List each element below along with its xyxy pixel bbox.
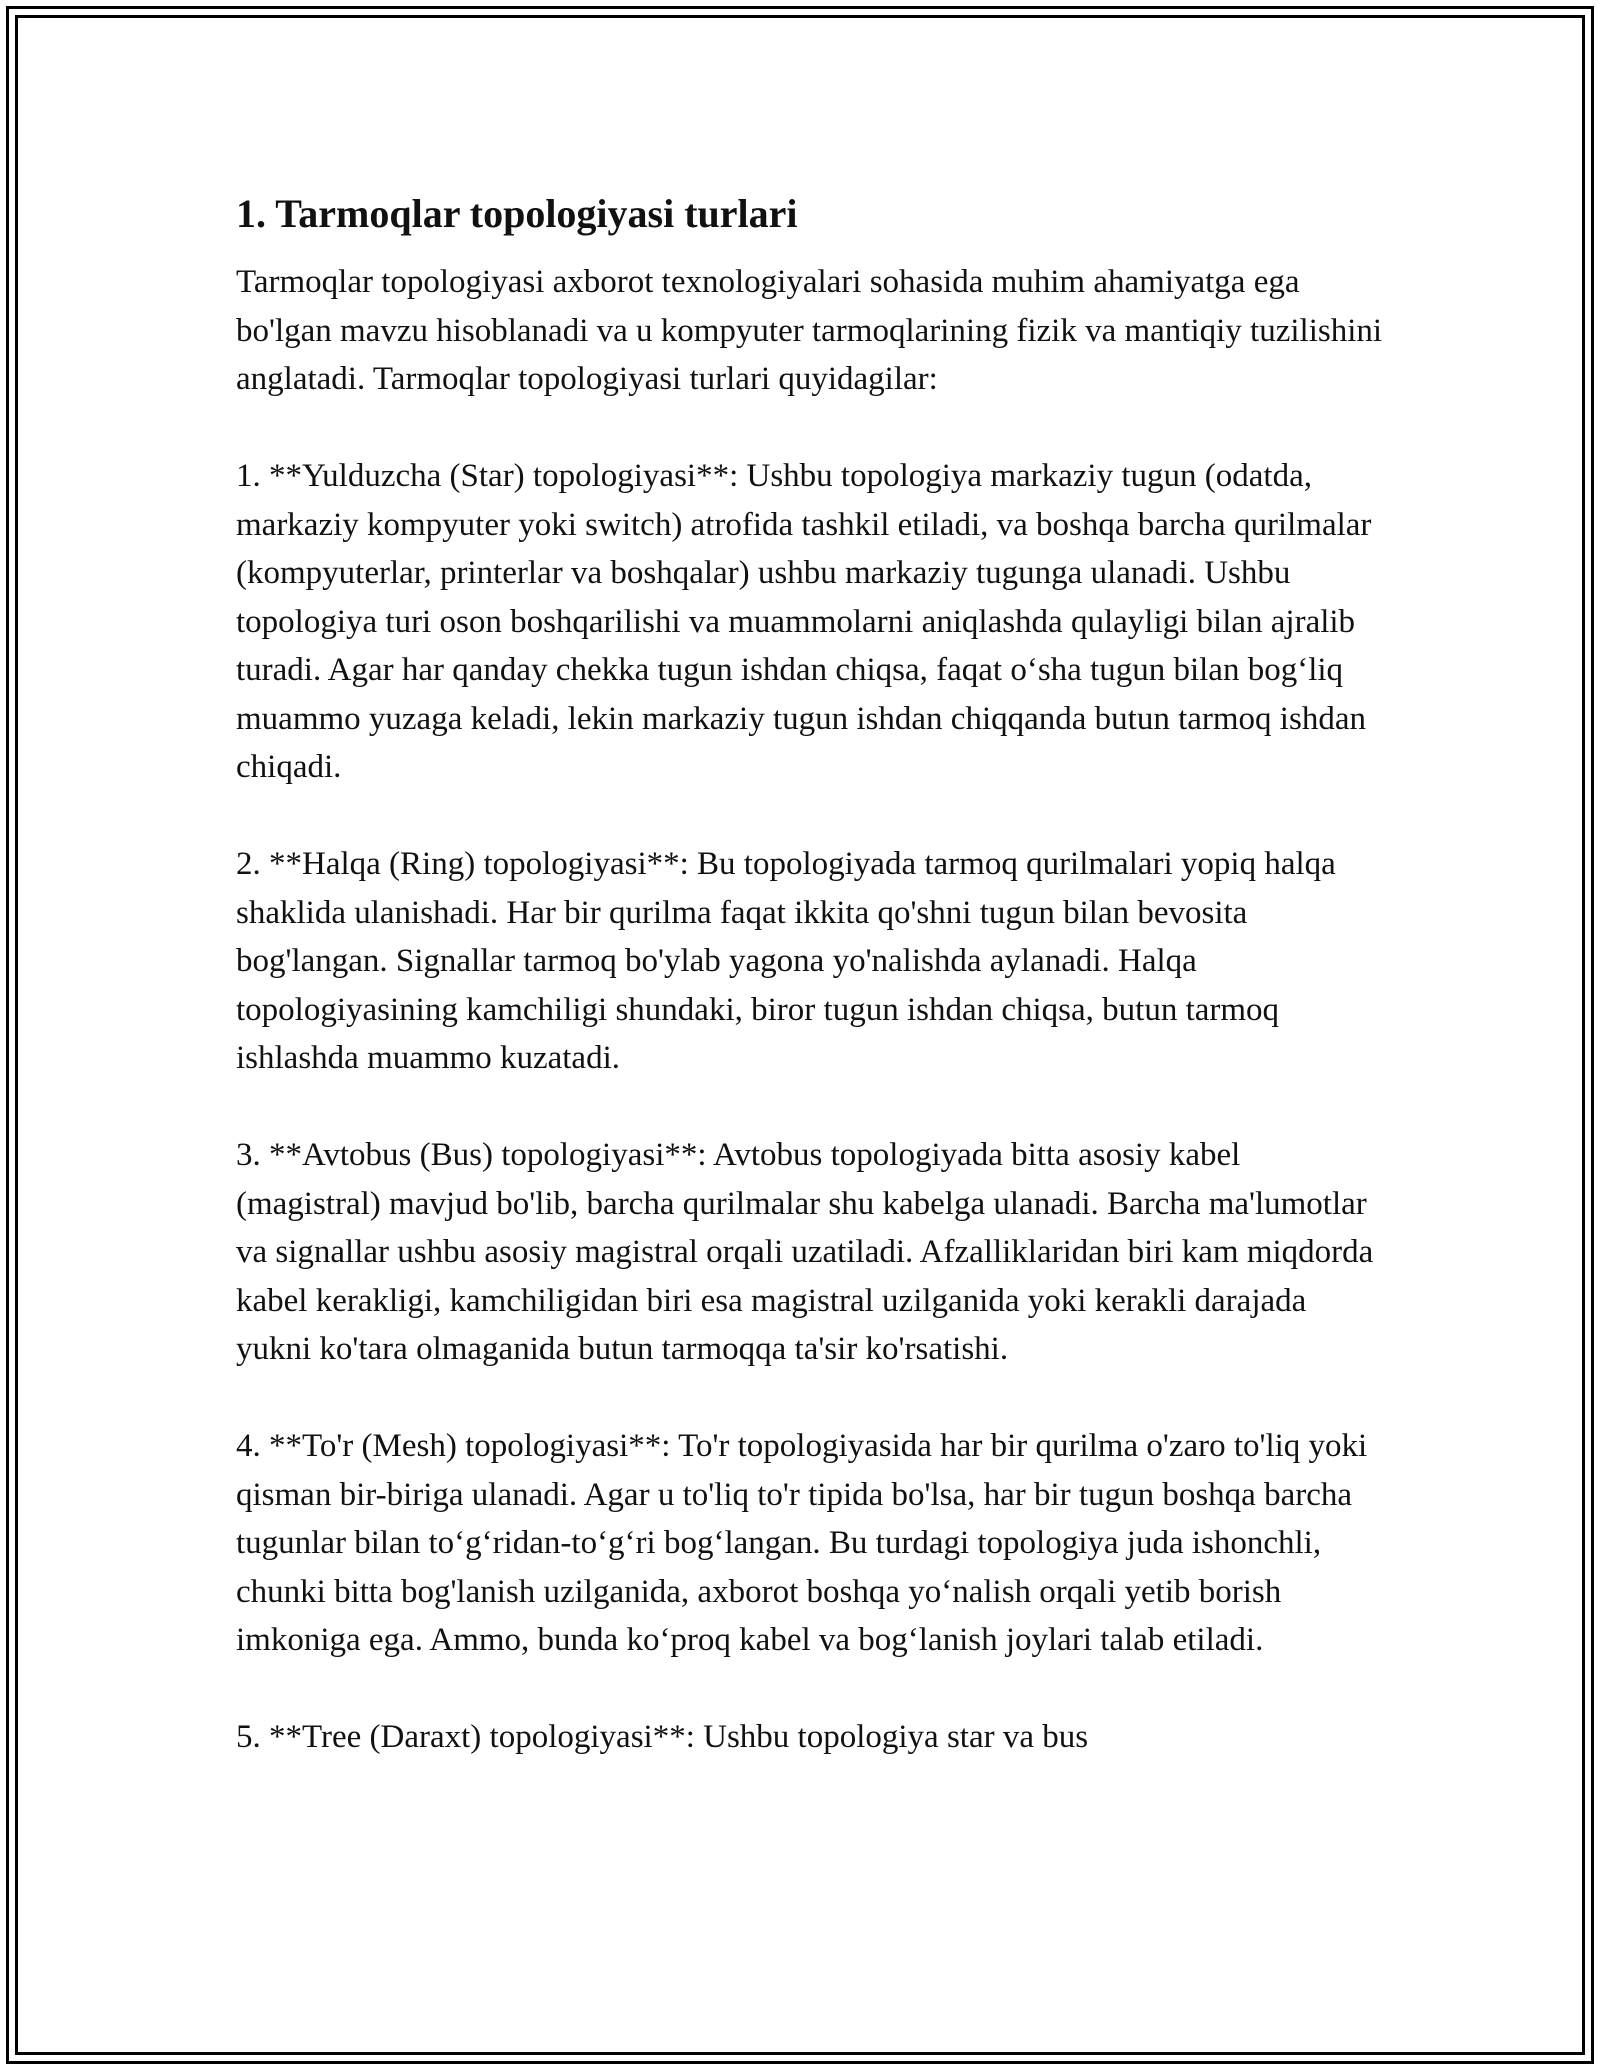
ring-topology-paragraph: 2. **Halqa (Ring) topologiyasi**: Bu topologiyada tarmoq qurilmalari yopiq halqa shaklida ulanishadi. Har bir qurilma faqat ikkita qo'shni tugun bilan bevosita bog'langan. Signallar tarmoq bo'ylab yagona yo'nalishda aylanadi. Halqa topologiyasining kamchiligi shundaki, biror tugun ishdan chiqsa, butun tarmoq ishlashda muammo kuzatadi. [236, 846, 1336, 1076]
star-topology-paragraph: 1. **Yulduzcha (Star) topologiyasi**: Ushbu topologiya markaziy tugun (odatda, markaziy kompyuter yoki switch) atrofida tashkil etiladi, va boshqa barcha qurilmalar (kompyuterlar, printerlar va boshqalar) ushbu markaziy tugunga ulanadi. Ushbu topologiya turi oson boshqarilishi va muammolarni aniqlashda qulayligi bilan ajralib turadi. Agar har qanday chekka tugun ishdan chiqsa, faqat o‘sha tugun bilan bog‘liq muammo yuzaga keladi, lekin markaziy tugun ishdan chiqqanda butun tarmoq ishdan chiqadi. [236, 458, 1372, 785]
mesh-topology-paragraph: 4. **To'r (Mesh) topologiyasi**: To'r topologiyasida har bir qurilma o'zaro to'liq yoki qisman bir-biriga ulanadi. Agar u to'liq to'r tipida bo'lsa, har bir tugun boshqa barcha tugunlar bilan to‘g‘ridan-to‘g‘ri bog‘langan. Bu turdagi topologiya juda ishonchli, chunki bitta bog'lanish uzilganida, axborot boshqa yo‘nalish orqali yetib borish imkoniga ega. Ammo, bunda ko‘proq kabel va bog‘lanish joylari talab etiladi. [236, 1428, 1368, 1658]
tree-topology-paragraph: 5. **Tree (Daraxt) topologiyasi**: Ushbu topologiya star va bus [236, 1719, 1089, 1755]
document-body [236, 188, 1386, 1762]
section-heading: 1. Tarmoqlar topologiyasi turlari [236, 191, 798, 236]
bus-topology-paragraph: 3. **Avtobus (Bus) topologiyasi**: Avtobus topologiyada bitta asosiy kabel (magistral) mavjud bo'lib, barcha qurilmalar shu kabelga ulanadi. Barcha ma'lumotlar va signallar ushbu asosiy magistral orqali uzatiladi. Afzalliklaridan biri kam miqdorda kabel kerakligi, kamchiligidan biri esa magistral uzilganida yoki kerakli darajada yukni ko'tara olmaganida butun tarmoqqa ta'sir ko'rsatishi. [236, 1137, 1374, 1367]
intro-paragraph: Tarmoqlar topologiyasi axborot texnologiyalari sohasida muhim ahamiyatga ega bo'lgan mavzu hisoblanadi va u kompyuter tarmoqlarining fizik va mantiqiy tuzilishini anglatadi. Tarmoqlar topologiyasi turlari quyidagilar: [236, 264, 1383, 397]
